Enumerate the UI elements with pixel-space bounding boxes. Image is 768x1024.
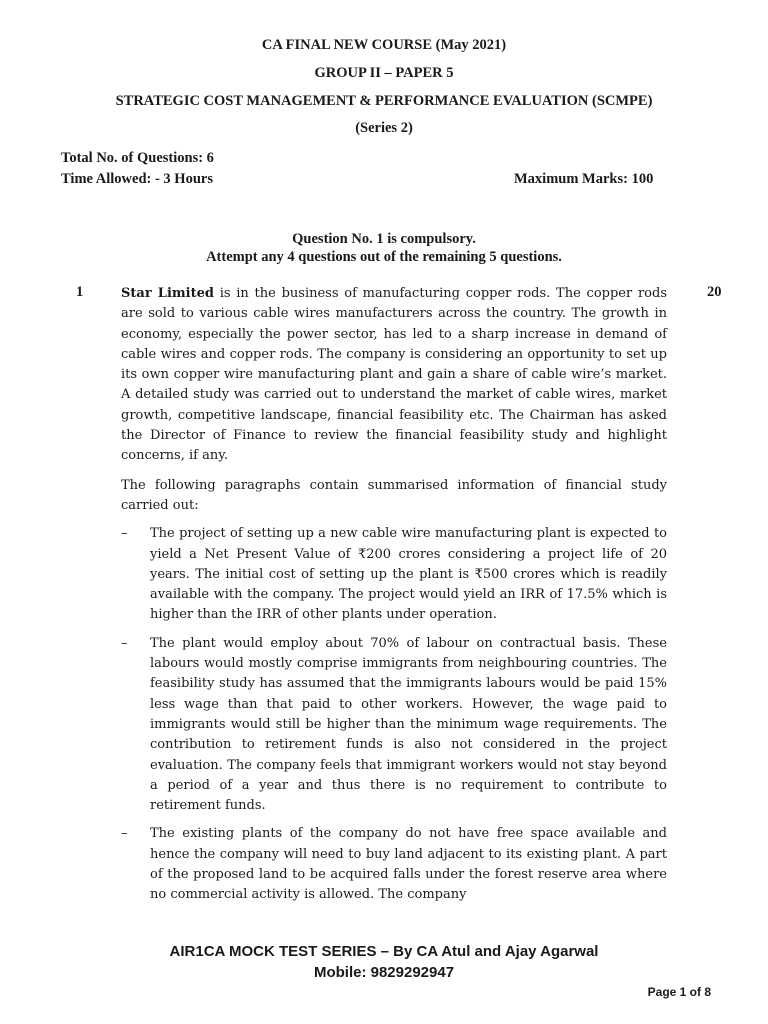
maximum-marks: Maximum Marks: 100 — [514, 171, 654, 187]
company-name: Star Limited — [121, 286, 214, 301]
instruction-compulsory: Question No. 1 is compulsory. — [292, 231, 476, 247]
page-number: Page 1 of 8 — [647, 985, 711, 999]
group-paper: GROUP II – PAPER 5 — [314, 65, 454, 81]
question-body — [121, 284, 667, 906]
total-questions: Total No. of Questions: 6 — [61, 150, 214, 166]
question-paragraph-1 — [121, 284, 667, 467]
series-label: (Series 2) — [355, 120, 413, 136]
exam-title: CA FINAL NEW COURSE (May 2021) — [261, 37, 507, 53]
bullet-text: The project of setting up a new cable wire manufacturing plant is expected to yield a Net Present Value of ₹200 crores considering a project life of 20 years. The initial cost of setting up the plant is ₹500 crores which is readily available with the company. The project would yield an IRR of 17.5% which is higher than the IRR of other plants under operation. — [150, 526, 667, 623]
paragraph-1-text: is in the business of manufacturing copper rods. The copper rods are sold to various cable wires manufacturers across the country. The growth in economy, especially the power sector, has led to a sharp increase in demand of cable wires and copper rods. The company is considering an opportunity to set up its own copper wire manufacturing plant and gain a share of cable wire’s market. A detailed study was carried out to understand the market of cable wires, market growth, competitive landscape, financial feasibility etc. The Chairman has asked the Director of Finance to review the financial feasibility study and highlight concerns, if any. — [121, 286, 667, 464]
time-allowed: Time Allowed: - 3 Hours — [61, 171, 213, 187]
bullet-text: The plant would employ about 70% of labour on contractual basis. These labours would mostly comprise immigrants from neighbouring countries. The feasibility study has assumed that the immigrants labours would be paid 15% less wage than that paid to other workers. However, the wage paid to immigrants would still be higher than the minimum wage requirements. The contribution to retirement funds is also not considered in the project evaluation. The company feels that immigrant workers would not stay beyond a period of a year and thus there is no requirement to contribute to retirement funds. — [150, 635, 667, 814]
question-paragraph-2: The following paragraphs contain summarised information of financial study carried out: — [121, 477, 667, 513]
instruction-attempt: Attempt any 4 questions out of the remaining 5 questions. — [206, 249, 562, 265]
subject-title: STRATEGIC COST MANAGEMENT & PERFORMANCE EVALUATION (SCMPE) — [115, 93, 653, 109]
bullet-marker: – — [121, 526, 128, 542]
question-marks: 20 — [707, 284, 722, 300]
bullet-item — [121, 524, 667, 625]
footer-series: AIR1CA MOCK TEST SERIES – By CA Atul and Ajay Agarwal — [169, 943, 599, 960]
question-number: 1 — [76, 284, 84, 300]
footer-mobile: Mobile: 9829292947 — [313, 964, 455, 981]
bullet-text: The existing plants of the company do not have free space available and hence the company will need to buy land adjacent to its existing plant. A part of the proposed land to be acquired falls under the forest reserve area where no commercial activity is allowed. The company — [150, 826, 667, 903]
bullet-item — [121, 634, 667, 817]
bullet-marker: – — [121, 635, 128, 651]
bullet-item — [121, 824, 667, 905]
bullet-marker: – — [121, 826, 128, 842]
